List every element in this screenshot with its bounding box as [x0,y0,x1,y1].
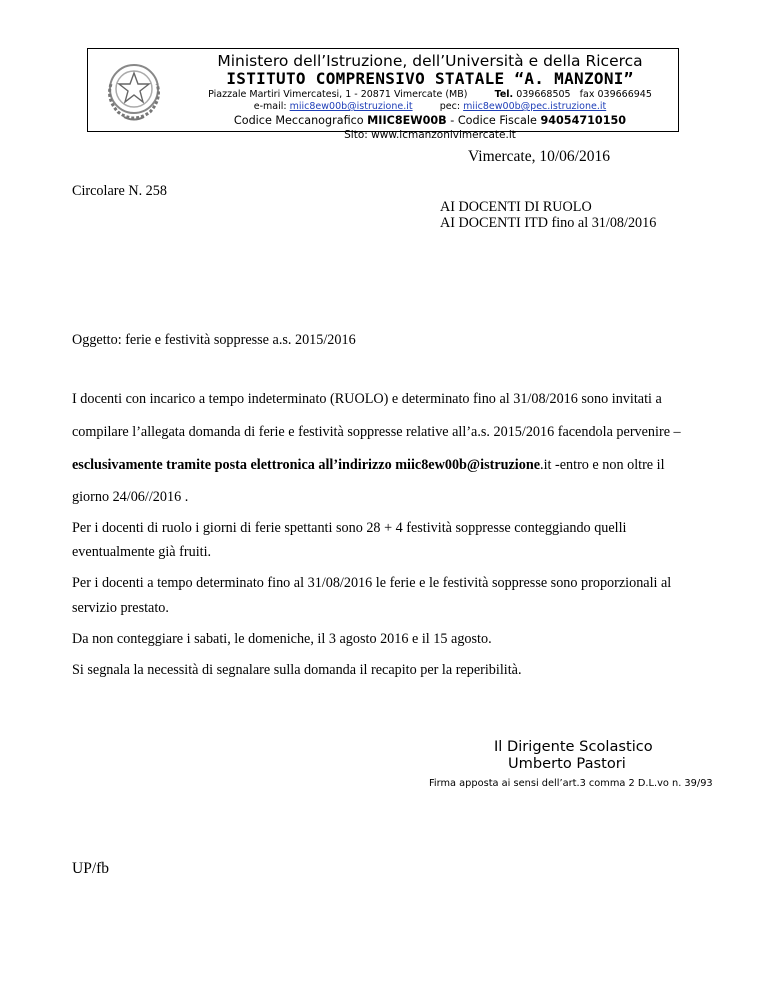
recipient-line-2: AI DOCENTI ITD fino al 31/08/2016 [440,215,657,231]
body-line: Per i docenti a tempo determinato fino al 31/08/2016 le ferie e le festività soppresse sono proporzionali al [72,575,672,591]
ministry-name: Ministero dell’Istruzione, dell’Università e della Ricerca [217,52,643,70]
school-website: Sito: www.icmanzonivimercate.it [344,129,516,141]
recipient-line-1: AI DOCENTI DI RUOLO [440,199,592,215]
author-initials: UP/fb [72,860,110,877]
body-line: compilare l’allegata domanda di ferie e festività soppresse relative all’a.s. 2015/2016 facendola pervenire – [72,424,681,440]
body-line: I docenti con incarico a tempo indeterminato (RUOLO) e determinato fino al 31/08/2016 sono invitati a [72,391,662,407]
body-line-bold: esclusivamente tramite posta elettronica all’indirizzo miic8ew00b@istruzione [72,457,541,473]
codice-fiscale: 94054710150 [540,114,627,127]
letter-date: Vimercate, 10/06/2016 [468,148,610,165]
tel-number: 039668505 [516,89,571,100]
letterhead [87,48,679,141]
body-line: servizio prestato. [72,600,169,616]
circular-number: Circolare N. 258 [72,183,167,199]
school-codes: Codice Meccanografico MIIC8EW00B - Codice Fiscale 94054710150 [233,114,627,127]
fax-number: fax 039666945 [579,89,652,100]
email-label: e-mail: [253,101,287,112]
tel-label: Tel. [494,89,514,100]
signature-title: Il Dirigente Scolastico [494,738,653,755]
school-contacts [188,101,672,112]
pec-label: pec: [439,101,461,112]
body-line: Si segnala la necessità di segnalare sulla domanda il recapito per la reperibilità. [72,662,522,678]
italian-republic-emblem-icon [98,54,170,126]
body-line-rest: .it -entro e non oltre il [540,457,665,473]
codice-fiscale-label: Codice Fiscale [457,114,537,127]
email-link[interactable]: miic8ew00b@istruzione.it [289,101,413,112]
pec-link[interactable]: miic8ew00b@pec.istruzione.it [463,101,607,112]
body-line: Per i docenti di ruolo i giorni di ferie spettanti sono 28 + 4 festività soppresse conteggiando quelli [72,520,627,536]
body-line: Da non conteggiare i sabati, le domeniche, il 3 agosto 2016 e il 15 agosto. [72,631,492,647]
signature-note: Firma apposta ai sensi dell’art.3 comma 2 D.L.vo n. 39/93 [429,778,713,789]
body-line [72,457,665,474]
letter-subject: Oggetto: ferie e festività soppresse a.s. 2015/2016 [72,332,356,348]
address-text: Piazzale Martiri Vimercatesi, 1 - 20871 Vimercate (MB) [208,89,468,100]
body-line: eventualmente già fruiti. [72,544,212,560]
codice-meccanografico: MIIC8EW00B [367,114,447,127]
codice-meccanografico-label: Codice Meccanografico [233,114,364,127]
body-line: giorno 24/06//2016 . [72,489,189,505]
signature-name: Umberto Pastori [508,755,626,772]
school-name: ISTITUTO COMPRENSIVO STATALE “A. MANZONI” [226,69,634,88]
school-address [188,89,672,100]
